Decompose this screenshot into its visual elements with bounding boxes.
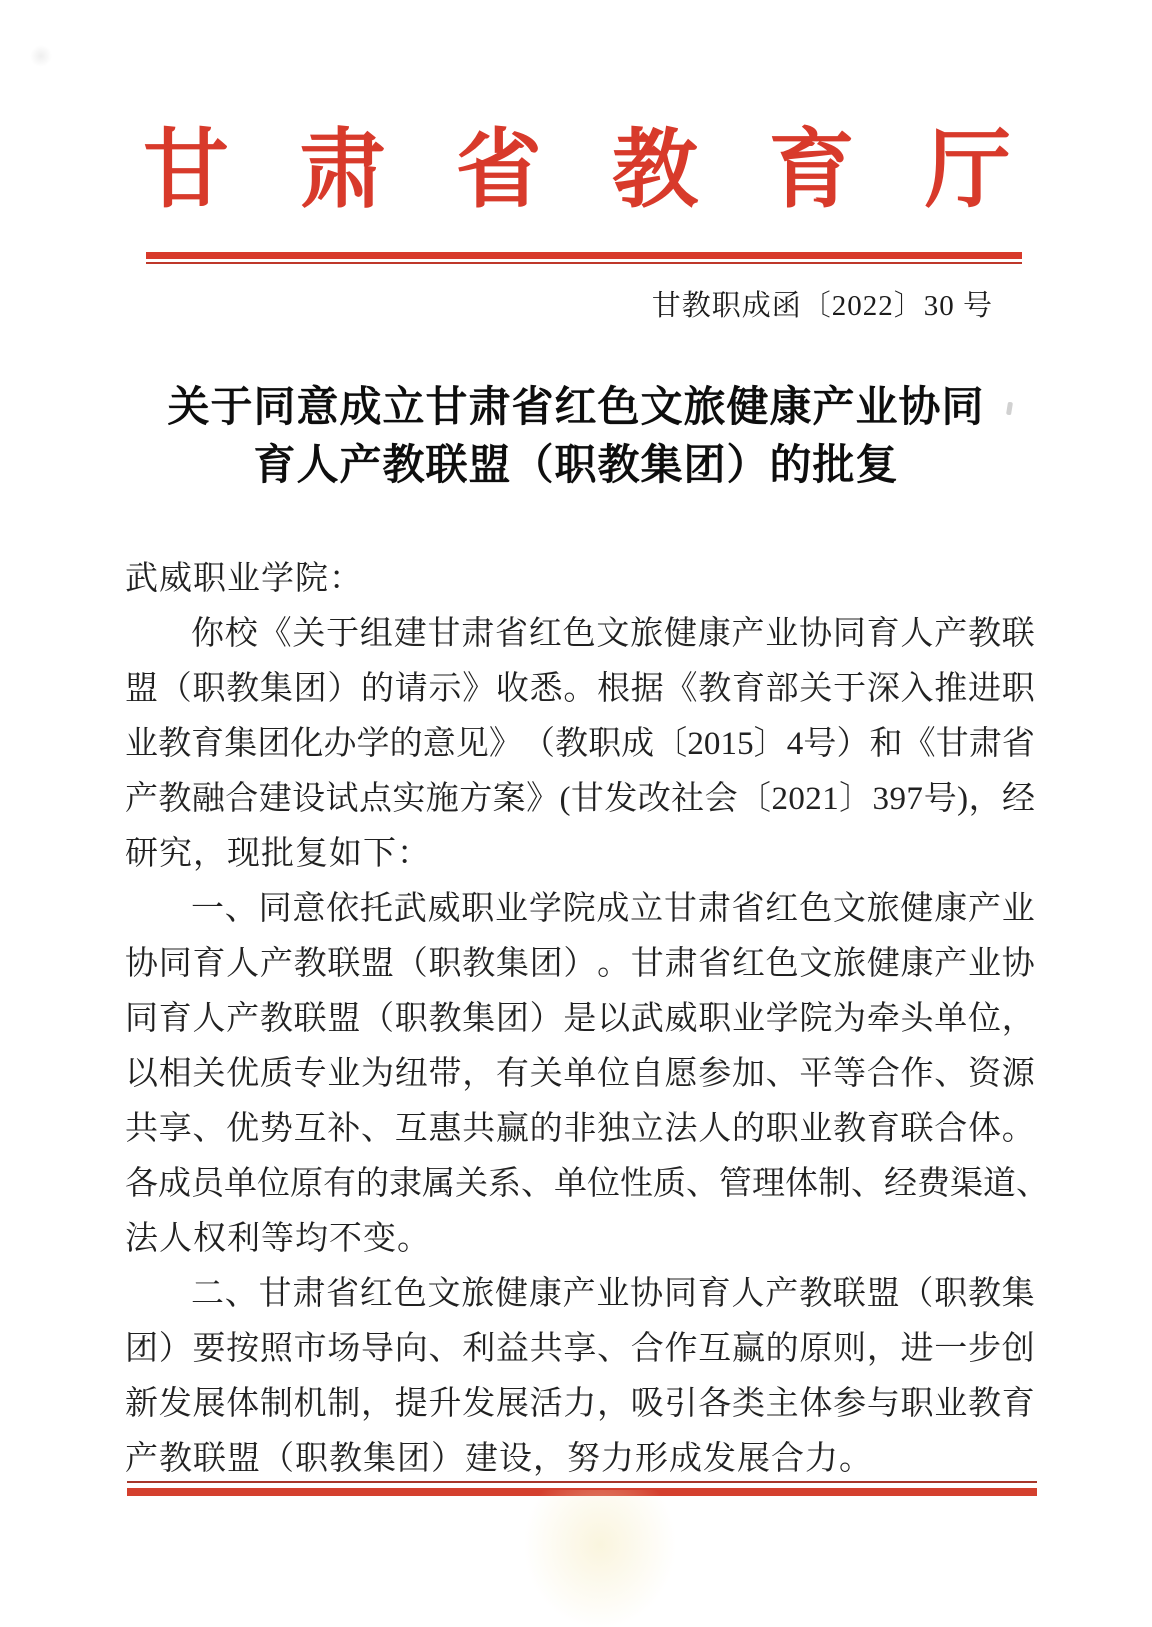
- body-line: 研究，现批复如下：: [125, 836, 431, 872]
- body-line: 以 相 关 优 质 专 业 为 纽 带 ， 有 关 单 位 自 愿 参 加 、 平 等 合 作 、 资 源: [125, 1056, 1035, 1092]
- document-body: [125, 552, 1049, 1487]
- footer-rule-thick: [127, 1488, 1037, 1496]
- document-title-line2: 育人产教联盟（职教集团）的批复: [253, 443, 899, 489]
- body-line: 业 教 育 集 团 化 办 学 的 意 见 》 （ 教 职 成 〔 2 0 1 5 〕 4 号 ） 和 《 甘 肃 省: [125, 726, 1035, 762]
- document-title: [0, 379, 1152, 495]
- agency-char: 教: [612, 122, 699, 218]
- document-title-line1: 关于同意成立甘肃省红色文旅健康产业协同: [167, 385, 985, 431]
- footer-rule: [127, 1481, 1037, 1496]
- body-line: 协 同 育 人 产 教 联 盟 （ 职 教 集 团 ） 。 甘 肃 省 红 色 文 旅 健 康 产 业 协: [125, 946, 1035, 982]
- body-line: 武威职业学院：: [125, 561, 363, 597]
- body-line: 盟 （ 职 教 集 团 ） 的 请 示 》 收 悉 。 根 据 《 教 育 部 关 于 深 入 推 进 职: [125, 671, 1035, 707]
- body-line: 你 校 《 关 于 组 建 甘 肃 省 红 色 文 旅 健 康 产 业 协 同 育 人 产 教 联: [191, 616, 1035, 652]
- document-number: 甘教职成函〔2022〕30 号: [651, 290, 993, 322]
- agency-char: 厅: [924, 122, 1011, 218]
- body-line: 共 享 、 优 势 互 补 、 互 惠 共 赢 的 非 独 立 法 人 的 职 业 教 育 联 合 体 。: [125, 1111, 1035, 1147]
- agency-char: 甘: [143, 122, 229, 218]
- body-line: 法人权利等均不变。: [125, 1221, 431, 1257]
- body-line: 产教联盟（职教集团）建设，努力形成发展合力。: [125, 1441, 873, 1477]
- agency-letterhead: [143, 122, 1011, 218]
- letterhead-rule-thick: [146, 252, 1022, 259]
- scan-smudge-yellow: [525, 1490, 675, 1627]
- body-line: 一 、 同 意 依 托 武 威 职 业 学 院 成 立 甘 肃 省 红 色 文 旅 健 康 产 业: [191, 891, 1035, 927]
- agency-char: 育: [768, 122, 855, 218]
- agency-char: 省: [455, 122, 542, 218]
- body-line: 各 成 员 单 位 原 有 的 隶 属 关 系 、 单 位 性 质 、 管 理 体 制 、 经 费 渠 道 、: [125, 1166, 1049, 1202]
- body-line: 二 、 甘 肃 省 红 色 文 旅 健 康 产 业 协 同 育 人 产 教 联 盟 （ 职 教 集: [191, 1276, 1035, 1312]
- letterhead-rule: [146, 252, 1022, 264]
- letterhead-rule-thin: [146, 262, 1022, 264]
- agency-char: 肃: [299, 122, 386, 218]
- body-line: 团 ） 要 按 照 市 场 导 向 、 利 益 共 享 、 合 作 互 赢 的 原 则 ， 进 一 步 创: [125, 1331, 1035, 1367]
- scan-smudge: [30, 45, 52, 67]
- body-line: 新 发 展 体 制 机 制 ， 提 升 发 展 活 力 ， 吸 引 各 类 主 体 参 与 职 业 教 育: [125, 1386, 1035, 1422]
- body-line: 产 教 融 合 建 设 试 点 实 施 方 案 》 ( 甘 发 改 社 会 〔 2 0 2 1 〕 3 9 7 号 ) ， 经: [125, 781, 1035, 817]
- body-line: 同 育 人 产 教 联 盟 （ 职 教 集 团 ） 是 以 武 威 职 业 学 院 为 牵 头 单 位 ，: [125, 1001, 1035, 1037]
